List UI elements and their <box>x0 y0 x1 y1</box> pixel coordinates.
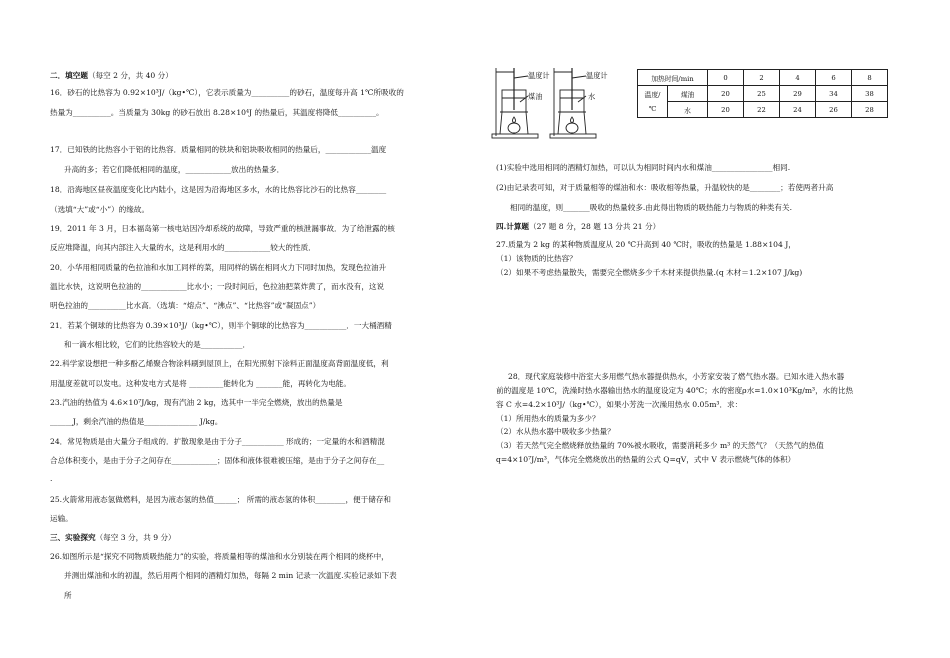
pointer-thermo-2 <box>572 76 586 78</box>
q28-line-4: （1）所用热水的质量为多少？ <box>496 414 600 423</box>
section-3-note: （每空 3 分，共 9 分） <box>95 533 176 542</box>
q21-line-1: 21．若某个铜球的比热容为 0.39×10³J/（kg•℃），则半个铜球的比热容为___________．一大桶酒精 <box>50 321 392 330</box>
q26-line-2: 并测出煤油和水的初温，然后用两个相同的酒精灯加热，每隔 2 min 记录一次温度.实验记录如下表 <box>64 571 397 580</box>
q27-line-2: （1）该物质的比热容？ <box>496 254 577 263</box>
tripod-leg-2a <box>558 112 560 134</box>
q17-line-2: 升高的多；若它们降低相同的温度，____________放出的热量多． <box>64 165 285 174</box>
oil-label-cell: 煤油 <box>668 86 708 102</box>
temp-header-line-2: ℃ <box>648 104 657 113</box>
table-row-oil <box>638 86 888 102</box>
q28-line-2: 前的温度是 10℃，洗澡时热水器输出热水的温度设定为 40℃；水的密度ρ水=1.0×10³Kg/m³，水的比热 <box>496 386 854 395</box>
q18-line-1: 18．沿海地区昼夜温度变化比内陆小，这是因为沿海地区多水，水的比热容比沙石的比热容________ <box>50 185 387 194</box>
temp-header-line-1: 温度/ <box>644 90 661 99</box>
q19-line-2: 反应堆降温，向其内部注入大量的水，这是利用水的____________较大的性质． <box>50 243 316 252</box>
q24-line-3: . <box>50 474 53 483</box>
flame-2 <box>571 117 574 123</box>
q16-line-2: 热量为__________。当质量为 30kg 的砂石放出 8.28×10⁴J 的热量后，其温度将降低__________。 <box>50 108 384 117</box>
q20-line-2: 温比水快，这说明色拉油的____________比水小；一段时间后，色拉油把菜炸黄了，而水没有，这说 <box>50 282 385 291</box>
q19-line-1: 19．2011 年 3 月，日本福岛第一核电站因冷却系统的故障，导致严重的核泄漏事故．为了给泄露的核 <box>50 224 395 233</box>
stand-base-2 <box>550 134 596 138</box>
flame-1 <box>513 117 516 123</box>
table-row-time <box>638 70 888 86</box>
q26-sub-2-line-1: (2)由记录表可知，对于质量相等的煤油和水：吸收相等热量，升温较快的是________；若使两者升高 <box>496 183 834 192</box>
time-cell: 4 <box>780 70 816 86</box>
q28-line-7: q=4×10⁷J/m³，气体完全燃烧放出的热量的公式 Q=qV，式中 V 表示燃烧气体的体积） <box>496 455 796 464</box>
pointer-thermo-1 <box>514 76 528 78</box>
oil-value-cell: 20 <box>708 86 744 102</box>
time-cell: 2 <box>744 70 780 86</box>
section-3-title: 三、实验探究 <box>50 533 96 542</box>
alcohol-lamp-2 <box>566 123 578 133</box>
q28-line-3: 容 C 水=4.2×10³J/（kg•℃），如果小芳洗一次澡用热水 0.05m³．求： <box>496 400 743 409</box>
water-value-cell: 26 <box>816 102 852 118</box>
oil-value-cell: 34 <box>816 86 852 102</box>
q26-sub-1: (1)实验中选用相同的酒精灯加热，可以认为相同时间内水和煤油________________相同. <box>496 163 791 172</box>
oil-value-cell: 29 <box>780 86 816 102</box>
q20-line-1: 20．小华用相同质量的色拉油和水加工同样的菜，用同样的锅在相同火力下同时加热，发现色拉油升 <box>50 263 387 272</box>
label-thermometer-2: 温度计 <box>586 71 608 80</box>
section-2-title: 二．填空题 <box>50 71 88 80</box>
experiment-data-table <box>637 69 888 118</box>
oil-value-cell: 25 <box>744 86 780 102</box>
time-cell: 0 <box>708 70 744 86</box>
q26-line-3: 所 <box>64 591 72 600</box>
pointer-water <box>578 96 586 102</box>
time-header-cell: 加热时间/min <box>638 70 708 86</box>
q25-line-1: 25.火箭常用液态氢做燃料，是因为液态氢的热值______； 所需的液态氢的体积________，便于储存和 <box>50 495 392 504</box>
q22-line-1: 22.科学家设想把一种多酚乙烯聚合物涂料刷到屋顶上，在阳光照射下涂料正面温度高背面温度低，利 <box>50 359 389 368</box>
q28-line-5: （2）水从热水器中吸收多少热量？ <box>496 427 615 436</box>
pointer-oil <box>520 96 528 102</box>
time-cell: 6 <box>816 70 852 86</box>
q28-line-6: （3）若天然气完全燃烧释放热量的 70%被水吸收，需要消耗多少 m³ 的天然气？（天然气的热值 <box>496 441 824 450</box>
section-3-heading <box>50 533 176 543</box>
label-water: 水 <box>588 92 596 101</box>
water-value-cell: 22 <box>744 102 780 118</box>
q22-line-2: 用温度差就可以发电。这种发电方式是将 _________能转化为 _______能，再转化为电能。 <box>50 379 351 388</box>
q26-sub-2-line-2: 相同的温度，则_______吸收的热量较多.由此得出物质的吸热能力与物质的种类有关. <box>510 203 792 212</box>
q16-line-1: 16．砂石的比热容为 0.92×10³J/（kg•℃），它表示质量为__________的砂石，温度每升高 1℃所吸收的 <box>50 88 404 97</box>
q28-line-1: 28．现代家庭装修中浴室大多用燃气热水器提供热水，小芳家安装了燃气热水器。已知水进入热水器 <box>508 372 845 381</box>
section-4-note: （27 题 8 分，28 题 13 分共 21 分） <box>529 222 661 231</box>
q20-line-3: 明色拉油的__________比水高．（选填：“熔点”、“沸点”、“比热容”或“凝固点”） <box>50 301 321 310</box>
q27-line-1: 27.质量为 2 kg 的某种物质温度从 20 ℃升高到 40 ℃时，吸收的热量是 1.88×104 J， <box>496 240 796 249</box>
section-2-note: （每空 2 分，共 40 分） <box>87 71 173 80</box>
q25-line-2: 运输。 <box>50 514 73 523</box>
water-value-cell: 28 <box>852 102 888 118</box>
section-4-title: 四.计算题 <box>496 222 530 231</box>
q23-line-2: ______J，剩余汽油的热值是______________ J/kg。 <box>50 417 223 426</box>
q26-line-1: 26.如图所示是“探究不同物质吸热能力”的实验，将质量相等的煤油和水分别装在两个相同的烧杯中， <box>50 552 389 561</box>
experiment-apparatus-figure <box>490 62 625 140</box>
section-2-heading <box>50 71 173 81</box>
label-thermometer-1: 温度计 <box>528 71 550 80</box>
temp-header-cell <box>638 86 668 118</box>
q24-line-2: 合总体积变小，是由于分子之间存在____________；固体和液体很难被压缩，是由于分子之间存在__ <box>50 456 385 465</box>
alcohol-lamp-1 <box>508 123 520 133</box>
table-row-water <box>638 102 888 118</box>
water-label-cell: 水 <box>668 102 708 118</box>
q17-line-1: 17．已知铁的比热容小于铝的比热容．质量相同的铁块和铝块吸收相同的热量后，____________温度 <box>50 145 387 154</box>
q23-line-1: 23.汽油的热值为 4.6×10⁷J/kg，现有汽油 2 kg，选其中一半完全燃烧，放出的热量是 <box>50 398 343 407</box>
tripod-leg-1b <box>526 112 528 134</box>
stand-base-1 <box>492 134 538 138</box>
time-cell: 8 <box>852 70 888 86</box>
q21-line-2: 和一滴水相比较，它们的比热容较大的是___________． <box>64 340 251 349</box>
section-4-heading <box>496 222 660 232</box>
q27-line-3: （2）如果不考虑热量散失，需要完全燃烧多少千木材来提供热量.(q 木材＝1.2×107 J/kg) <box>496 268 803 277</box>
water-value-cell: 20 <box>708 102 744 118</box>
q18-line-2: （选填“大”或“小”）的缘故。 <box>50 205 150 214</box>
tripod-leg-2b <box>584 112 586 134</box>
water-value-cell: 24 <box>780 102 816 118</box>
label-oil: 煤油 <box>528 92 543 101</box>
q24-line-1: 24．常见物质是由大量分子组成的．扩散现象是由于分子___________ 形成的；一定量的水和酒精混 <box>50 437 385 446</box>
tripod-leg-1a <box>500 112 502 134</box>
oil-value-cell: 38 <box>852 86 888 102</box>
